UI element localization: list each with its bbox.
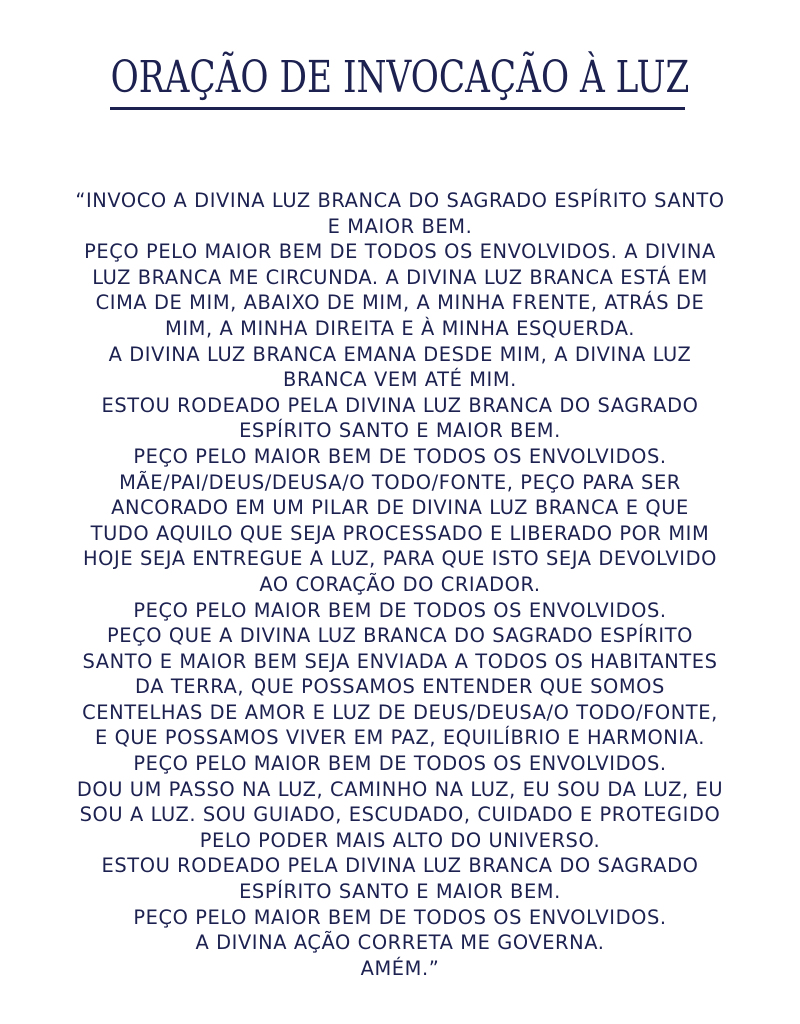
prayer-line: CIMA DE MIM, ABAIXO DE MIM, A MINHA FRENTE, ATRÁS DE	[95, 291, 705, 315]
prayer-line: PEÇO PELO MAIOR BEM DE TODOS OS ENVOLVIDOS. A DIVINA	[84, 240, 716, 264]
prayer-line: SANTO E MAIOR BEM SEJA ENVIADA A TODOS OS HABITANTES	[82, 649, 718, 673]
prayer-line: PEÇO PELO MAIOR BEM DE TODOS OS ENVOLVIDOS.	[133, 905, 667, 929]
prayer-line: A DIVINA LUZ BRANCA EMANA DESDE MIM, A DIVINA LUZ	[108, 342, 692, 366]
prayer-line: PELO PODER MAIS ALTO DO UNIVERSO.	[199, 828, 601, 852]
prayer-line: ESPÍRITO SANTO E MAIOR BEM.	[239, 419, 561, 443]
prayer-line: HOJE SEJA ENTREGUE A LUZ, PARA QUE ISTO SEJA DEVOLVIDO	[82, 547, 718, 571]
prayer-line: MIM, A MINHA DIREITA E À MINHA ESQUERDA.	[165, 316, 635, 340]
title-container	[0, 48, 800, 108]
prayer-line: MÃE/PAI/DEUS/DEUSA/O TODO/FONTE, PEÇO PARA SER	[119, 470, 681, 494]
prayer-line: ANCORADO EM UM PILAR DE DIVINA LUZ BRANCA E QUE	[111, 496, 689, 520]
prayer-line: PEÇO PELO MAIOR BEM DE TODOS OS ENVOLVIDOS.	[133, 752, 667, 776]
prayer-line: ESTOU RODEADO PELA DIVINA LUZ BRANCA DO SAGRADO	[101, 854, 699, 878]
title-underline	[110, 107, 685, 110]
prayer-line: PEÇO PELO MAIOR BEM DE TODOS OS ENVOLVIDOS.	[133, 444, 667, 468]
prayer-line: A DIVINA AÇÃO CORRETA ME GOVERNA.	[195, 931, 605, 955]
prayer-line: PEÇO QUE A DIVINA LUZ BRANCA DO SAGRADO ESPÍRITO	[107, 624, 693, 648]
prayer-line: “INVOCO A DIVINA LUZ BRANCA DO SAGRADO ESPÍRITO SANTO	[75, 189, 725, 212]
prayer-line: TUDO AQUILO QUE SEJA PROCESSADO E LIBERADO POR MIM	[90, 521, 710, 545]
prayer-line: E MAIOR BEM.	[327, 214, 473, 238]
prayer-text	[40, 188, 760, 981]
prayer-line: E QUE POSSAMOS VIVER EM PAZ, EQUILÍBRIO E HARMONIA.	[94, 726, 706, 750]
prayer-line: DA TERRA, QUE POSSAMOS ENTENDER QUE SOMOS	[135, 675, 665, 699]
prayer-line: PEÇO PELO MAIOR BEM DE TODOS OS ENVOLVIDOS.	[133, 598, 667, 622]
prayer-line: BRANCA VEM ATÉ MIM.	[283, 368, 517, 392]
prayer-line: CENTELHAS DE AMOR E LUZ DE DEUS/DEUSA/O TODO/FONTE,	[82, 700, 718, 724]
page-title: ORAÇÃO DE INVOCAÇÃO À LUZ	[110, 52, 690, 103]
prayer-line: ESTOU RODEADO PELA DIVINA LUZ BRANCA DO SAGRADO	[101, 393, 699, 417]
prayer-line: ESPÍRITO SANTO E MAIOR BEM.	[239, 880, 561, 904]
prayer-line: SOU A LUZ. SOU GUIADO, ESCUDADO, CUIDADO E PROTEGIDO	[79, 803, 721, 827]
prayer-line: LUZ BRANCA ME CIRCUNDA. A DIVINA LUZ BRANCA ESTÁ EM	[92, 265, 708, 289]
prayer-line: DOU UM PASSO NA LUZ, CAMINHO NA LUZ, EU SOU DA LUZ, EU	[76, 777, 724, 801]
prayer-line: AO CORAÇÃO DO CRIADOR.	[259, 572, 541, 596]
prayer-line: AMÉM.”	[360, 956, 440, 980]
